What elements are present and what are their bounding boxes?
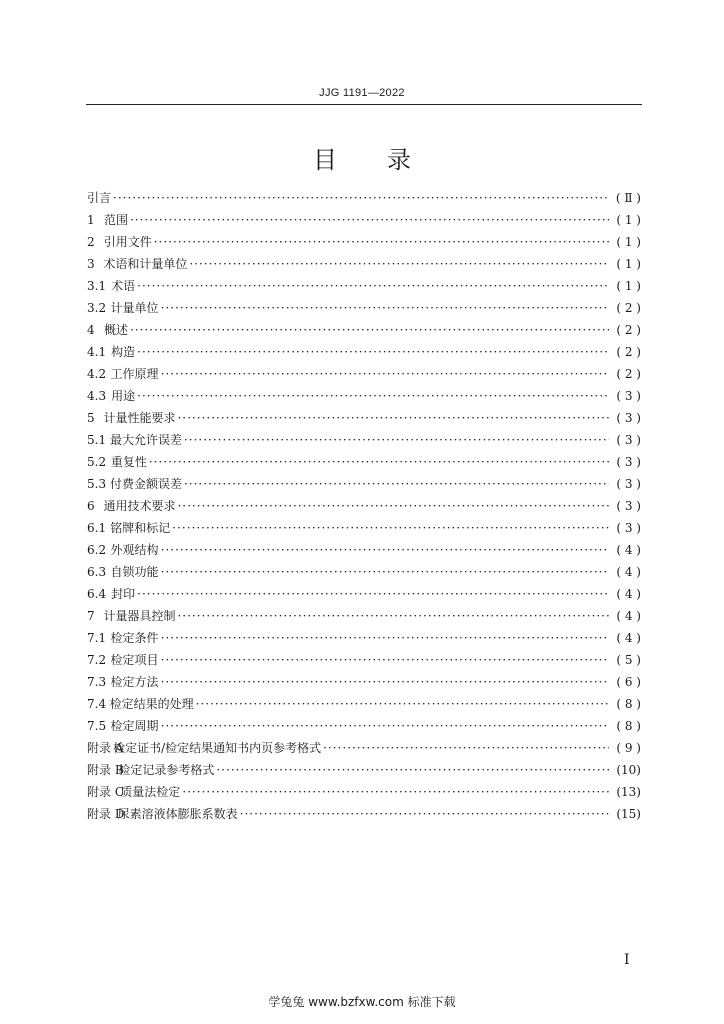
toc-leader-dots [130,323,609,337]
toc-entry-label: 用途 [111,389,136,403]
toc-entry-number: 5 [87,411,95,425]
toc-entry-label: 付费金额误差 [109,477,182,491]
toc-entry-page: ( 3 ) [616,477,641,491]
toc-entry-number: 7.3 [87,675,107,689]
toc-entry-number: 7.1 [87,631,107,645]
toc-entry[interactable] [87,409,641,431]
toc-leader-dots [161,565,609,579]
toc-leader-dots [196,697,609,711]
toc-entry-page: ( 2 ) [616,367,641,381]
toc-entry-label: 铭牌和标记 [110,521,171,535]
toc-entry-page: ( 3 ) [616,521,641,535]
header-rule [86,104,642,105]
toc-leader-dots [161,543,609,557]
toc-entry[interactable] [87,761,641,783]
toc-entry-label: 检定项目 [110,653,159,667]
toc-entry[interactable] [87,783,641,805]
toc-leader-dots [161,301,609,315]
toc-entry-number: 7.5 [87,719,107,733]
toc-entry[interactable] [87,717,641,739]
toc-entry-label: 最大允许误差 [109,433,182,447]
toc-entry-label: 术语和计量单位 [103,257,188,271]
toc-leader-dots [161,719,609,733]
toc-entry-number: 6 [87,499,95,513]
toc-entry-number: 1 [87,213,95,227]
title-part-2: 录 [387,146,411,174]
toc-entry-page: ( 4 ) [616,565,641,579]
toc-leader-dots [130,213,609,227]
toc-entry[interactable] [87,255,641,277]
toc-entry[interactable] [87,629,641,651]
toc-entry-page: ( 3 ) [616,389,641,403]
toc-entry[interactable] [87,563,641,585]
toc-entry-label: 封印 [111,587,136,601]
toc-entry-label: 通用技术要求 [103,499,176,513]
title-part-1: 目 [313,146,337,174]
toc-entry[interactable] [87,585,641,607]
toc-entry-number: 6.2 [87,543,107,557]
toc-entry-number: 4.1 [87,345,107,359]
toc-entry-page: ( 1 ) [616,257,641,271]
toc-entry-label: 检定证书/检定结果通知书内页参考格式 [113,741,322,755]
toc-entry-label: 概述 [103,323,128,337]
toc-leader-dots [182,785,609,799]
toc-entry-label: 检定结果的处理 [109,697,194,711]
toc-entry-page: ( 4 ) [616,543,641,557]
toc-entry-page: ( 3 ) [616,499,641,513]
toc-entry-label: 重复性 [110,455,147,469]
toc-entry-label: 外观结构 [110,543,159,557]
toc-entry-label: 计量单位 [110,301,159,315]
toc-entry-number: 4.2 [87,367,107,381]
toc-leader-dots [137,345,609,359]
toc-entry-number: 7.4 [87,697,107,711]
toc-entry-label: 计量器具控制 [103,609,176,623]
toc-entry-number: 4 [87,323,95,337]
toc-entry-number: 5.3 [87,477,107,491]
toc-entry-label: 尿素溶液体膨胀系数表 [117,807,238,821]
toc-leader-dots [189,257,609,271]
toc-entry-label: 检定记录参考格式 [118,763,215,777]
toc-leader-dots [177,609,609,623]
toc-entry[interactable] [87,673,641,695]
toc-leader-dots [137,279,609,293]
toc-entry-label: 工作原理 [110,367,159,381]
standard-code: JJG 1191—2022 [319,87,405,99]
toc-entry-label: 引用文件 [103,235,152,249]
toc-entry[interactable] [87,387,641,409]
toc-entry-label: 检定条件 [110,631,159,645]
toc-entry-page: ( 9 ) [616,741,641,755]
toc-entry-page: ( 3 ) [616,411,641,425]
footer-watermark: 学兔兔 www.bzfxw.com 标准下载 [268,995,456,1009]
toc-leader-dots [161,631,609,645]
toc-entry-page: ( 4 ) [616,609,641,623]
toc-leader-dots [177,411,609,425]
toc-entry-page: ( 8 ) [616,697,641,711]
toc-entry-label: 引言 [87,191,112,205]
toc-entry-page: ( 1 ) [616,279,641,293]
toc-entry-label: 术语 [111,279,136,293]
toc-entry[interactable] [87,475,641,497]
toc-entry[interactable] [87,431,641,453]
toc-entry[interactable] [87,299,641,321]
toc-leader-dots [161,675,609,689]
toc-entry[interactable] [87,365,641,387]
toc-leader-dots [149,455,609,469]
toc-leader-dots [216,763,609,777]
toc-leader-dots [172,521,609,535]
toc-leader-dots [177,499,609,513]
toc-entry-label: 检定方法 [110,675,159,689]
toc-entry-label: 质量法检定 [120,785,181,799]
toc-entry-number: 附录 B [87,763,124,777]
toc-leader-dots [240,807,609,821]
toc-entry-page: ( 4 ) [616,631,641,645]
page-number: I [624,952,630,968]
toc-entry-page: ( 6 ) [616,675,641,689]
toc-entry-number: 3.1 [87,279,107,293]
toc-entry-number: 2 [87,235,95,249]
toc-entry-label: 构造 [111,345,136,359]
toc-leader-dots [161,367,609,381]
toc-leader-dots [113,191,609,205]
toc-entry-number: 3 [87,257,95,271]
toc-entry-page: ( Ⅱ ) [615,191,641,205]
toc-entry[interactable] [87,519,641,541]
table-of-contents [87,189,641,827]
toc-entry[interactable] [87,651,641,673]
page-title [0,140,724,175]
toc-entry-page: ( 1 ) [616,235,641,249]
toc-entry-page: ( 2 ) [616,323,641,337]
toc-entry-number: 6.1 [87,521,107,535]
toc-entry-number: 附录 C [87,785,124,799]
toc-entry-number: 5.1 [87,433,107,447]
toc-entry-number: 附录 D [87,807,125,821]
toc-entry-number: 6.4 [87,587,107,601]
toc-entry-page: ( 1 ) [616,213,641,227]
toc-entry-number: 7.2 [87,653,107,667]
toc-entry[interactable] [87,277,641,299]
toc-entry-label: 计量性能要求 [103,411,176,425]
toc-entry[interactable] [87,607,641,629]
toc-entry-page: ( 3 ) [616,433,641,447]
toc-entry-page: ( 2 ) [616,301,641,315]
toc-leader-dots [154,235,609,249]
toc-entry-page: ( 2 ) [616,345,641,359]
toc-leader-dots [184,477,609,491]
toc-entry-page: ( 3 ) [616,455,641,469]
toc-entry-label: 范围 [103,213,128,227]
toc-entry-number: 4.3 [87,389,107,403]
toc-entry[interactable] [87,233,641,255]
toc-entry[interactable] [87,541,641,563]
toc-entry-page: (15) [616,807,641,821]
toc-entry-page: (10) [616,763,641,777]
toc-entry-page: (13) [616,785,641,799]
toc-leader-dots [161,653,609,667]
toc-leader-dots [137,389,609,403]
toc-entry[interactable] [87,805,641,827]
toc-entry[interactable] [87,189,641,211]
toc-entry-page: ( 8 ) [616,719,641,733]
toc-entry-page: ( 4 ) [616,587,641,601]
toc-entry-number: 附录 A [87,741,124,755]
toc-entry[interactable] [87,453,641,475]
toc-entry-number: 6.3 [87,565,107,579]
toc-entry-label: 自锁功能 [110,565,159,579]
toc-entry[interactable] [87,211,641,233]
toc-leader-dots [323,741,609,755]
toc-entry[interactable] [87,739,641,761]
toc-leader-dots [184,433,609,447]
toc-entry-page: ( 5 ) [616,653,641,667]
toc-entry[interactable] [87,497,641,519]
toc-leader-dots [137,587,609,601]
toc-entry[interactable] [87,321,641,343]
toc-entry-number: 3.2 [87,301,107,315]
toc-entry[interactable] [87,695,641,717]
toc-entry-number: 7 [87,609,95,623]
toc-entry-number: 5.2 [87,455,107,469]
toc-entry[interactable] [87,343,641,365]
toc-entry-label: 检定周期 [110,719,159,733]
